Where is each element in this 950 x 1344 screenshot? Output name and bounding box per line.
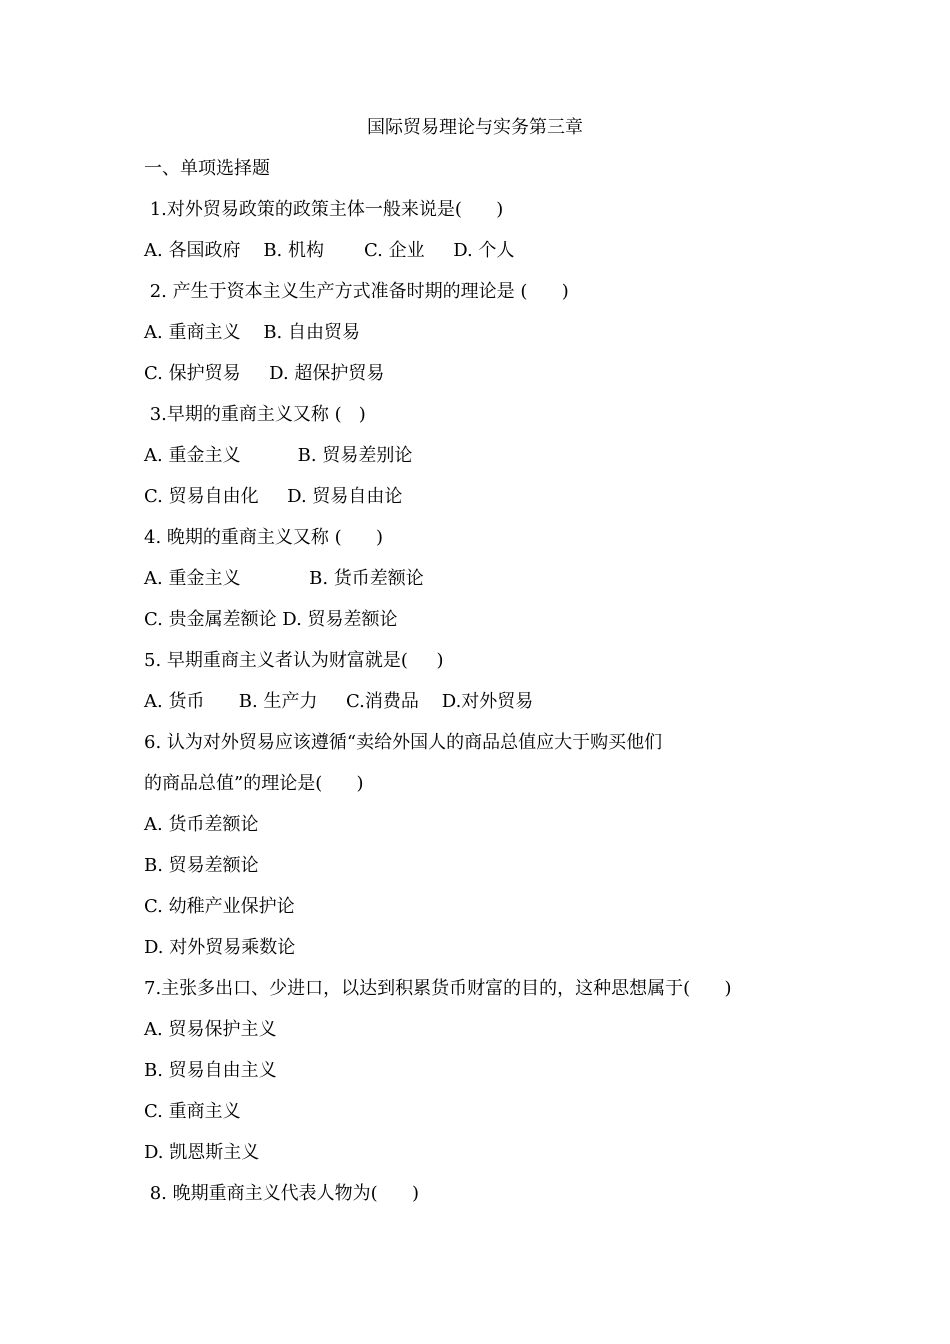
question-6-line-1: 6. 认为对外贸易应该遵循“卖给外国人的商品总值应大于购买他们 (144, 732, 663, 753)
document-title: 国际贸易理论与实务第三章 (367, 117, 583, 138)
question-6-option-b: B. 贸易差额论 (144, 855, 259, 876)
question-5-options: A. 货币 B. 生产力 C.消费品 D.对外贸易 (144, 691, 534, 712)
question-6-option-d: D. 对外贸易乘数论 (144, 937, 296, 958)
question-8: 8. 晚期重商主义代表人物为( ) (144, 1183, 419, 1204)
question-2-options-ab: A. 重商主义 B. 自由贸易 (144, 322, 360, 343)
question-6-line-2: 的商品总值”的理论是( ) (144, 773, 364, 794)
question-7: 7.主张多出口、少进口，以达到积累货币财富的目的，这种思想属于( ) (144, 978, 732, 999)
question-7-option-d: D. 凯恩斯主义 (144, 1142, 260, 1163)
question-2-options-cd: C. 保护贸易 D. 超保护贸易 (144, 363, 385, 384)
question-1-options: A. 各国政府 B. 机构 C. 企业 D. 个人 (144, 240, 515, 261)
question-4-options-cd: C. 贵金属差额论 D. 贸易差额论 (144, 609, 398, 630)
question-7-option-b: B. 贸易自由主义 (144, 1060, 277, 1081)
question-2: 2. 产生于资本主义生产方式准备时期的理论是 ( ) (144, 281, 569, 302)
question-3: 3.早期的重商主义又称 ( ) (144, 404, 366, 425)
question-5: 5. 早期重商主义者认为财富就是( ) (144, 650, 444, 671)
question-4-options-ab: A. 重金主义 B. 货币差额论 (144, 568, 424, 589)
question-3-options-cd: C. 贸易自由化 D. 贸易自由论 (144, 486, 403, 507)
question-6-option-c: C. 幼稚产业保护论 (144, 896, 295, 917)
question-4: 4. 晚期的重商主义又称 ( ) (144, 527, 383, 548)
question-6-option-a: A. 货币差额论 (144, 814, 259, 835)
question-1: 1.对外贸易政策的政策主体一般来说是( ) (144, 199, 504, 220)
section-heading: 一、单项选择题 (144, 158, 270, 179)
question-7-option-a: A. 贸易保护主义 (144, 1019, 277, 1040)
question-7-option-c: C. 重商主义 (144, 1101, 241, 1122)
question-3-options-ab: A. 重金主义 B. 贸易差别论 (144, 445, 413, 466)
